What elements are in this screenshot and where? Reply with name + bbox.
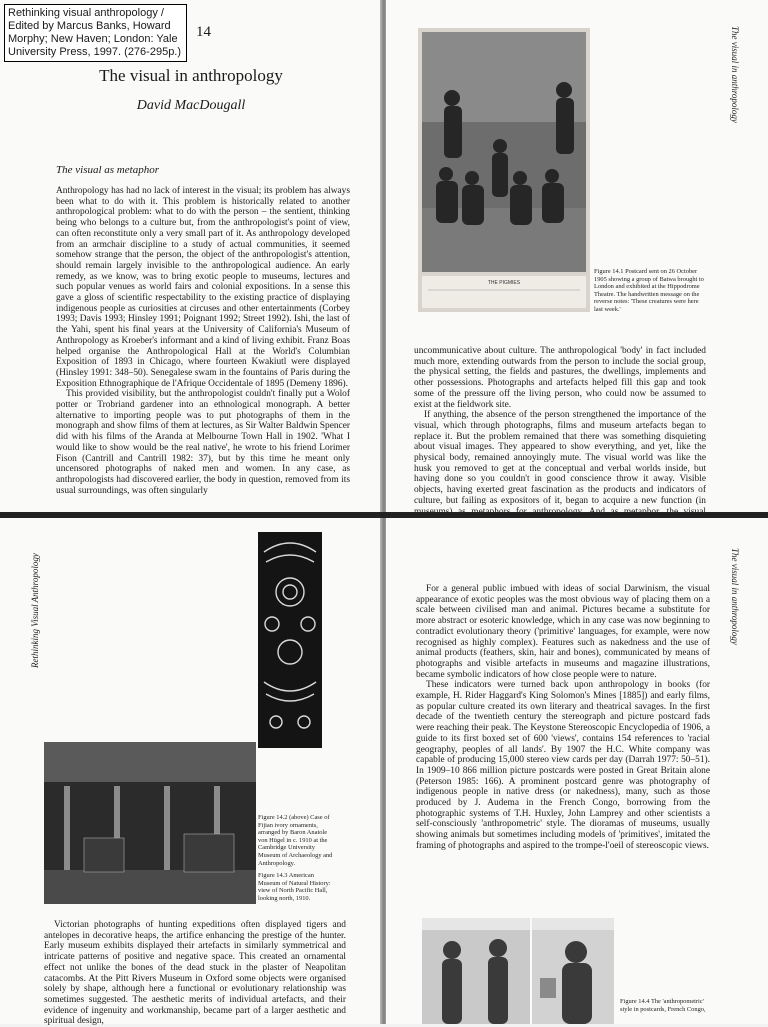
body-text-276 (56, 186, 350, 496)
running-head-279: The visual in anthropology (730, 548, 740, 645)
paragraph: Anthropology has had no lack of interest in the visual; its problem has always been what to do with it. This problem is historically related to another anthropological problem: what to do with the person – the sentient, thinking being who belongs to a culture but, from the anthropologist's point of view, can often reconstitute only a very small part of it. As anthropology developed from an armchair discipline to a study of actual communities, it seemed somehow strange that the person, the object of the anthropologist's attention, should remain largely invisible to the anthropological audience. An early remedy, as we know, was to bring exotic people to museums, lectures and such popular venues as world fairs and colonial expositions. In a sense this gave a gloss of scientific respectability to the existing practice of displaying indigenous people as curiosities at circuses and other entertainments (Corbey 1993; Davis 1993; Hinsley 1991; Poignant 1992; Street 1992). Ishi, the last of the Yahi, spent his final years at the University of California's Museum of Anthropology as Kroeber's informant and a kind of living exhibit. Franz Boas helped organise the Anthropological Hall at the World's Columbian Exposition of 1893 in Chicago, where fourteen Kwakiutl were displayed (Hinsley 1991: 348–50). Senegalese swam in the fountains of Paris during the Exposition Ethnographique de l'Afrique Occidentale of 1895 (Demeny 1896). (56, 186, 350, 389)
figure-14-1-postcard (418, 28, 590, 312)
paragraph: For a general public imbued with ideas of social Darwinism, the visual appearance of exotic peoples was the most obvious way of placing them on a scale between civilised man and animal. Pictures became a substitute for more abstract or esoteric knowledge, which in any case was now beginning to contradict evolutionary theory ('primitive' languages, for example, were now recognised as highly complex). Features such as nakedness and the use of animal products (feathers, skin, hair and bones), communicated by means of photographs and visible artefacts in museums and magazine illustrations, became symbolic indicators of how close people were to nature. (416, 584, 710, 680)
figure-14-1-caption: Figure 14.1 Postcard sent on 26 October 1905 showing a group of Batwa brought to London and exhibited at the Hippodrome Theatre. The handwritten message on the reverse notes: 'These creatures were here last week.' (594, 268, 704, 313)
bottom-spread (0, 512, 768, 1027)
paragraph: If anything, the absence of the person strengthened the importance of the visual, which through photographs, films and museum artefacts began to replace it. But the problem remained that there was something disquieting about visual images. They appeared to show everything, and yet, like the physical body, remained annoyingly mute. The visual world was like the husk you removed to get at the conceptual and verbal worlds inside, but having done so you couldn't in good conscience throw it away. Visible objects, having exerted great fascination as the products and indicators of culture, but failing as expositors of it, began to acquire a new function (in (414, 410, 706, 506)
postcard-label: THE PIGMIES (487, 280, 521, 286)
chapter-author: David MacDougall (136, 98, 246, 113)
figure-14-4-caption: Figure 14.4 The 'anthropometric' style in postcards, French Congo, (620, 998, 706, 1013)
chapter-number: 14 (196, 24, 211, 40)
page-276 (0, 0, 382, 512)
section-heading: The visual as metaphor (56, 164, 159, 176)
page-278 (0, 518, 382, 1027)
running-head-278: Rethinking Visual Anthropology (30, 553, 40, 668)
body-text-279 (416, 584, 710, 852)
figure-14-2-caption: Figure 14.2 (above) Case of Fijian ivory ornaments, arranged by Baron Anatole von Hügel in c. 1910 at the Cambridge University Museum of Archaeology and Anthropology. (258, 814, 333, 867)
chapter-title: The visual in anthropology (99, 66, 283, 85)
figure-14-2-ivory-case (258, 532, 322, 748)
paragraph: uncommunicative about culture. The anthropological 'body' in fact included much more, extending outwards from the person to include the social group, the physical setting, the fields and pastures, the dwellings, implements and other possessions. Photographs and artefacts helped fill this gap and took some of the pressure off the living person, who could now be assumed to exist at the fieldwork site. (414, 346, 706, 410)
page-279 (386, 518, 768, 1024)
citation-box: Rethinking visual anthropology / Edited by Marcus Banks, Howard Morphy; New Haven; London: Yale University Press, 1997. (276-295p.) (4, 4, 187, 62)
paragraph: Victorian photographs of hunting expeditions often displayed tigers and antelopes in decorative heaps, the artifice enhancing the prestige of the hunter. Early museum exhibits displayed their artefacts in similarly symmetrical and intricate patterns of positive and negative space. This created an ornamental effect not unlike the bones of the dead stuck in the plaster of Neapolitan catacombs. At the Pitt Rivers Museum in Oxford some objects were organised solely by shape, although here a functional or evolutionary relationship was sometimes suggested. The aesthetic merits of individual artefacts, and their evidence of ingenuity and workmanship, became part of a larger aesthetic and spiritual design, (44, 920, 346, 1027)
figure-14-3-caption: Figure 14.3 American Museum of Natural History: view of North Pacific Hall, looking north, 1910. (258, 872, 331, 902)
paragraph: This provided visibility, but the anthropologist couldn't finally put a Wolof potter or Trobriand gardener into an ethnological monograph. A better alternative to importing people was to put photographs of them in the monograph and show films of them at lectures, as Sir Walter Baldwin Spencer did with his films of the Aranda at Melbourne Town Hall in 1902. 'What I would like to show would be the real native', he wrote to his friend Lorimer Fison (Cantrill and Cantrill 1982: 37), but by this time he meant only uncensored photographs of naked men and women. In any case, as anthropologists had discovered earlier, the body in question, removed from its usual surroundings, was often singularly (56, 389, 350, 496)
running-head-277: The visual in anthropology (730, 26, 740, 123)
figure-14-4-postcard-b (532, 918, 614, 1024)
paragraph: These indicators were turned back upon anthropology in books (for example, H. Rider Haggard's King Solomon's Mines [1885]) and early films, as popular culture created its own literary and theatrical savages. In the first decade of the twentieth century the stereograph and picture postcard fads were reaching their peak. The Keystone Stereoscopic Encyclopedia of 1906, a guide to its first boxed set of 600 'views', contains 154 references to 'racial geography, peoples of all lands'. By 1907 the H.C. White company was capable of producing 15,000 stereo view cards per day (Darrah 1977: 50–51). In 1909–10 866 million picture postcards were posted in Great Britain alone (Peterson 1985: 166). A prominent postcard genre was photography of indigenous people in native dress (or nakedness), many, such as those produced by J. Audema in the French Congo, borrowing from the photographic systems of T.H. Huxley, John Lamprey and other scientists a self-consciously 'anthropometric' style. The dioramas of museums, usually showing animals but sometimes including models of 'primitives', imitated the framing of photographs and aspired to the trompe-l'oeil of stereoscopic views. (416, 680, 710, 851)
page-277 (386, 0, 768, 512)
figure-14-4-postcard-a (422, 918, 530, 1024)
top-spread (0, 0, 768, 512)
figure-14-3-museum-hall (44, 742, 256, 904)
body-text-278 (44, 920, 346, 1027)
body-text-277 (414, 346, 706, 528)
